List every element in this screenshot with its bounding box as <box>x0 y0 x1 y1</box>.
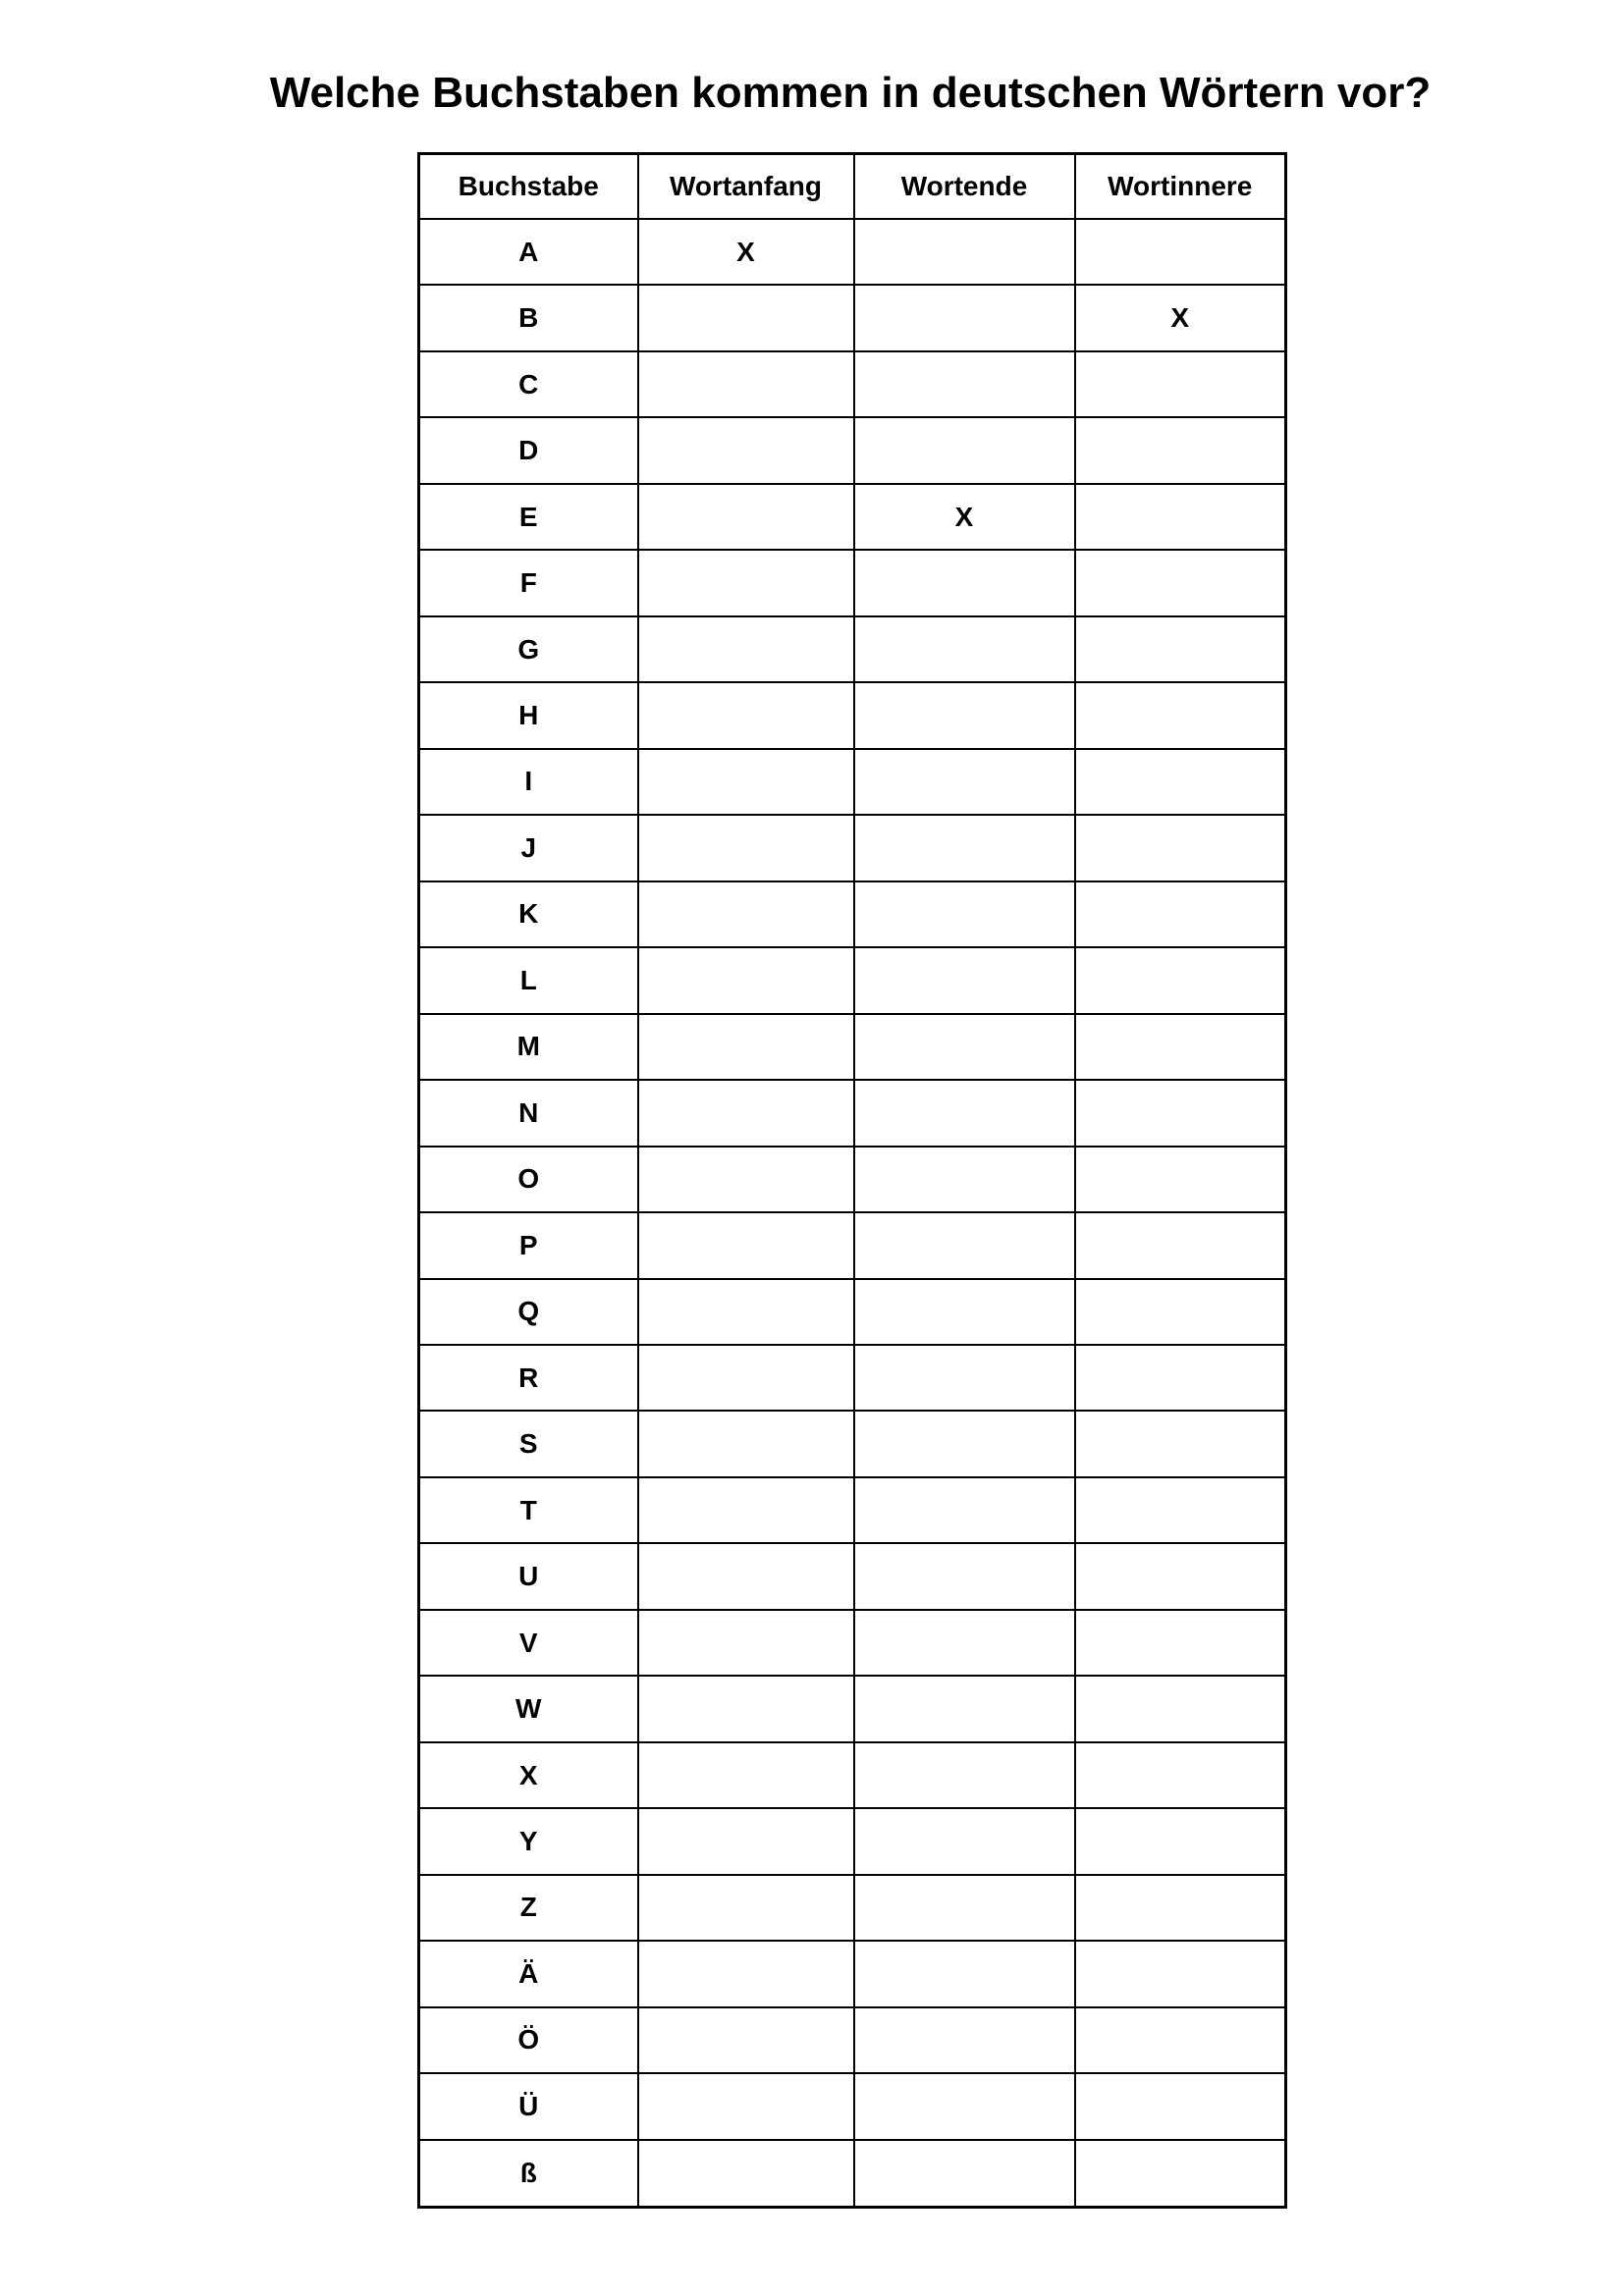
wortinnere-mark-cell <box>1075 1875 1286 1941</box>
table-row <box>419 1212 1286 1278</box>
wortende-mark-cell <box>854 1345 1075 1411</box>
wortanfang-mark-cell <box>638 1941 854 2006</box>
letter-cell: Q <box>419 1279 638 1345</box>
wortende-mark-cell <box>854 616 1075 682</box>
column-header-wortende: Wortende <box>854 154 1075 220</box>
letter-cell: W <box>419 1676 638 1741</box>
wortinnere-mark-cell <box>1075 1212 1286 1278</box>
wortende-mark-cell <box>854 2073 1075 2139</box>
wortende-mark-cell <box>854 815 1075 881</box>
letter-cell: I <box>419 749 638 815</box>
wortinnere-mark-cell: X <box>1075 285 1286 350</box>
letter-cell: U <box>419 1543 638 1609</box>
wortanfang-mark-cell <box>638 417 854 483</box>
wortinnere-mark-cell <box>1075 219 1286 285</box>
table-row <box>419 1411 1286 1476</box>
table-row <box>419 881 1286 947</box>
column-header-wortanfang: Wortanfang <box>638 154 854 220</box>
wortanfang-mark-cell <box>638 1212 854 1278</box>
table-row <box>419 1279 1286 1345</box>
letter-cell: L <box>419 947 638 1013</box>
table-row <box>419 1941 1286 2006</box>
letter-cell: Z <box>419 1875 638 1941</box>
letter-cell: D <box>419 417 638 483</box>
wortende-mark-cell <box>854 1147 1075 1212</box>
wortanfang-mark-cell <box>638 815 854 881</box>
wortanfang-mark-cell <box>638 351 854 417</box>
letter-cell: S <box>419 1411 638 1476</box>
wortende-mark-cell <box>854 1742 1075 1808</box>
letter-cell: Ö <box>419 2007 638 2073</box>
letter-cell: E <box>419 484 638 550</box>
wortende-mark-cell <box>854 417 1075 483</box>
wortinnere-mark-cell <box>1075 682 1286 748</box>
letter-cell: P <box>419 1212 638 1278</box>
letter-cell: O <box>419 1147 638 1212</box>
wortanfang-mark-cell <box>638 1279 854 1345</box>
wortende-mark-cell <box>854 749 1075 815</box>
wortinnere-mark-cell <box>1075 1279 1286 1345</box>
wortende-mark-cell <box>854 1543 1075 1609</box>
letter-cell: ß <box>419 2140 638 2208</box>
wortinnere-mark-cell <box>1075 484 1286 550</box>
table-row <box>419 351 1286 417</box>
wortanfang-mark-cell <box>638 1014 854 1080</box>
wortanfang-mark-cell <box>638 1477 854 1543</box>
wortende-mark-cell <box>854 1941 1075 2006</box>
letters-table <box>417 152 1287 2209</box>
wortinnere-mark-cell <box>1075 2007 1286 2073</box>
table-row <box>419 616 1286 682</box>
wortende-mark-cell <box>854 351 1075 417</box>
letter-cell: X <box>419 1742 638 1808</box>
wortanfang-mark-cell <box>638 550 854 615</box>
table-row <box>419 417 1286 483</box>
letter-cell: G <box>419 616 638 682</box>
letter-cell: Y <box>419 1808 638 1874</box>
page-title: Welche Buchstaben kommen in deutschen Wörtern vor? <box>269 69 1432 117</box>
table-row <box>419 219 1286 285</box>
column-header-wortinnere: Wortinnere <box>1075 154 1286 220</box>
header-row <box>419 154 1286 220</box>
wortende-mark-cell <box>854 1279 1075 1345</box>
wortanfang-mark-cell <box>638 285 854 350</box>
wortinnere-mark-cell <box>1075 1676 1286 1741</box>
letter-cell: N <box>419 1080 638 1146</box>
wortinnere-mark-cell <box>1075 881 1286 947</box>
table-row <box>419 484 1286 550</box>
wortanfang-mark-cell <box>638 1742 854 1808</box>
letter-cell: Ü <box>419 2073 638 2139</box>
table-row <box>419 1543 1286 1609</box>
letter-cell: Ä <box>419 1941 638 2006</box>
table-row <box>419 1477 1286 1543</box>
wortanfang-mark-cell <box>638 2007 854 2073</box>
letter-cell: C <box>419 351 638 417</box>
wortanfang-mark-cell <box>638 1610 854 1676</box>
wortende-mark-cell <box>854 1014 1075 1080</box>
wortanfang-mark-cell <box>638 2140 854 2208</box>
table-row <box>419 2140 1286 2208</box>
letter-cell: J <box>419 815 638 881</box>
table-row <box>419 1610 1286 1676</box>
table-row <box>419 749 1286 815</box>
wortinnere-mark-cell <box>1075 1345 1286 1411</box>
wortende-mark-cell <box>854 285 1075 350</box>
wortende-mark-cell <box>854 550 1075 615</box>
table-row <box>419 2073 1286 2139</box>
wortinnere-mark-cell <box>1075 947 1286 1013</box>
wortende-mark-cell <box>854 1610 1075 1676</box>
wortende-mark-cell <box>854 1477 1075 1543</box>
table-row <box>419 285 1286 350</box>
wortanfang-mark-cell <box>638 749 854 815</box>
wortinnere-mark-cell <box>1075 417 1286 483</box>
letter-cell: M <box>419 1014 638 1080</box>
wortende-mark-cell <box>854 219 1075 285</box>
wortanfang-mark-cell <box>638 2073 854 2139</box>
wortanfang-mark-cell <box>638 1875 854 1941</box>
wortende-mark-cell <box>854 1676 1075 1741</box>
wortinnere-mark-cell <box>1075 616 1286 682</box>
wortende-mark-cell <box>854 682 1075 748</box>
table-row <box>419 1080 1286 1146</box>
wortende-mark-cell <box>854 881 1075 947</box>
wortinnere-mark-cell <box>1075 1610 1286 1676</box>
wortanfang-mark-cell <box>638 1808 854 1874</box>
table-row <box>419 1742 1286 1808</box>
letter-cell: A <box>419 219 638 285</box>
wortinnere-mark-cell <box>1075 1147 1286 1212</box>
wortinnere-mark-cell <box>1075 1080 1286 1146</box>
wortanfang-mark-cell <box>638 881 854 947</box>
wortende-mark-cell <box>854 1212 1075 1278</box>
wortinnere-mark-cell <box>1075 550 1286 615</box>
wortanfang-mark-cell <box>638 1676 854 1741</box>
wortende-mark-cell <box>854 2140 1075 2208</box>
wortinnere-mark-cell <box>1075 1808 1286 1874</box>
letter-cell: B <box>419 285 638 350</box>
wortinnere-mark-cell <box>1075 1941 1286 2006</box>
wortanfang-mark-cell: X <box>638 219 854 285</box>
wortanfang-mark-cell <box>638 1543 854 1609</box>
wortinnere-mark-cell <box>1075 351 1286 417</box>
wortinnere-mark-cell <box>1075 1543 1286 1609</box>
wortende-mark-cell: X <box>854 484 1075 550</box>
table-row <box>419 947 1286 1013</box>
table-row <box>419 2007 1286 2073</box>
table-row <box>419 1808 1286 1874</box>
wortinnere-mark-cell <box>1075 1742 1286 1808</box>
letter-cell: V <box>419 1610 638 1676</box>
wortinnere-mark-cell <box>1075 1411 1286 1476</box>
wortende-mark-cell <box>854 1080 1075 1146</box>
letter-cell: T <box>419 1477 638 1543</box>
wortinnere-mark-cell <box>1075 2073 1286 2139</box>
table-row <box>419 1345 1286 1411</box>
wortanfang-mark-cell <box>638 1147 854 1212</box>
table-row <box>419 682 1286 748</box>
wortanfang-mark-cell <box>638 1411 854 1476</box>
wortinnere-mark-cell <box>1075 1014 1286 1080</box>
table-row <box>419 1875 1286 1941</box>
table-row <box>419 1014 1286 1080</box>
wortinnere-mark-cell <box>1075 1477 1286 1543</box>
letter-cell: R <box>419 1345 638 1411</box>
wortinnere-mark-cell <box>1075 815 1286 881</box>
letter-cell: H <box>419 682 638 748</box>
wortanfang-mark-cell <box>638 1080 854 1146</box>
wortende-mark-cell <box>854 1808 1075 1874</box>
column-header-buchstabe: Buchstabe <box>419 154 638 220</box>
wortanfang-mark-cell <box>638 947 854 1013</box>
wortanfang-mark-cell <box>638 484 854 550</box>
table-row <box>419 1147 1286 1212</box>
wortende-mark-cell <box>854 2007 1075 2073</box>
wortinnere-mark-cell <box>1075 2140 1286 2208</box>
table-row <box>419 550 1286 615</box>
table-row <box>419 1676 1286 1741</box>
wortanfang-mark-cell <box>638 682 854 748</box>
wortende-mark-cell <box>854 1411 1075 1476</box>
wortende-mark-cell <box>854 1875 1075 1941</box>
wortanfang-mark-cell <box>638 616 854 682</box>
letter-cell: K <box>419 881 638 947</box>
wortanfang-mark-cell <box>638 1345 854 1411</box>
wortende-mark-cell <box>854 947 1075 1013</box>
wortinnere-mark-cell <box>1075 749 1286 815</box>
letter-cell: F <box>419 550 638 615</box>
table-row <box>419 815 1286 881</box>
